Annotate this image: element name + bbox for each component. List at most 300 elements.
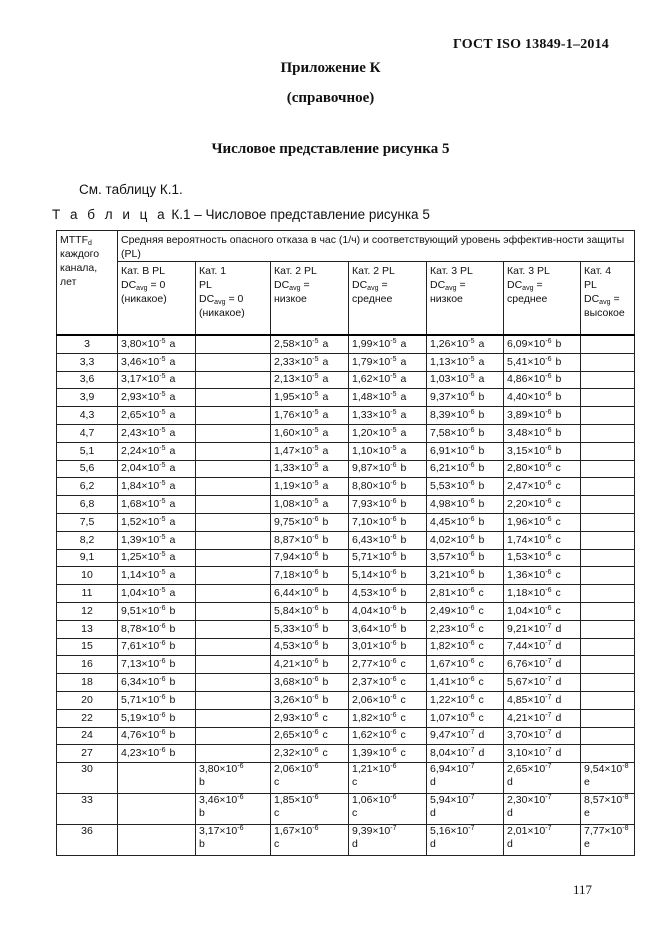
value-cell: [118, 460, 196, 478]
probability-mantissa: 1,21×10: [352, 763, 391, 776]
probability-exponent: -6: [545, 409, 552, 417]
value-cell: [118, 638, 196, 656]
value-cell: [196, 620, 271, 638]
value-cell: [581, 460, 635, 478]
page-number: 117: [573, 882, 593, 897]
value-cell: [504, 727, 581, 745]
probability-mantissa: 2,06×10: [352, 693, 391, 706]
probability-mantissa: 2,80×10: [507, 462, 546, 475]
probability-exponent: -5: [159, 337, 166, 345]
probability-exponent: -6: [390, 462, 397, 470]
probability-mantissa: 6,76×10: [507, 658, 546, 671]
pl-letter: a: [169, 337, 176, 350]
value-cell: [504, 567, 581, 585]
probability-mantissa: 7,10×10: [352, 515, 391, 528]
value-cell: [196, 674, 271, 692]
value-cell: [504, 691, 581, 709]
value-cell: [349, 531, 427, 549]
value-cell: [271, 585, 349, 603]
value-cell: [196, 335, 271, 353]
value-cell: [427, 478, 504, 496]
probability-mantissa: 1,53×10: [507, 551, 546, 564]
probability-exponent: -7: [468, 794, 475, 802]
value-cell: [427, 389, 504, 407]
probability-mantissa: 1,39×10: [121, 533, 160, 546]
probability-exponent: -7: [545, 711, 552, 719]
value-cell: [581, 567, 635, 585]
pl-letter: d: [352, 838, 358, 851]
pl-letter: b: [322, 658, 329, 671]
see-table-text: См. таблицу К.1.: [79, 182, 183, 197]
probability-mantissa: 3,17×10: [121, 373, 160, 386]
probability-mantissa: 8,57×10: [584, 794, 623, 807]
value-cell: [581, 478, 635, 496]
value-cell: [271, 460, 349, 478]
value-cell: [196, 353, 271, 371]
value-cell: [118, 763, 196, 794]
value-cell: [271, 549, 349, 567]
probability-mantissa: 5,71×10: [352, 551, 391, 564]
dc-sub: avg: [367, 285, 379, 292]
probability-mantissa: 1,67×10: [274, 825, 313, 838]
pl-letter: c: [352, 807, 358, 820]
probability-mantissa: 1,60×10: [274, 426, 313, 439]
probability-mantissa: 7,61×10: [121, 640, 160, 653]
probability-mantissa: 7,18×10: [274, 569, 313, 582]
probability-exponent: -6: [390, 794, 397, 802]
probability-exponent: -5: [159, 426, 166, 434]
value-cell: [581, 691, 635, 709]
pl-letter: c: [478, 587, 484, 600]
probability-exponent: -6: [237, 825, 244, 833]
value-cell: [196, 389, 271, 407]
pl-letter: c: [555, 551, 561, 564]
probability-mantissa: 8,78×10: [121, 622, 160, 635]
pfhd-table: [56, 230, 635, 856]
appendix-subtitle: (справочное): [286, 90, 375, 106]
pl-letter: c: [274, 838, 280, 851]
probability-mantissa: 5,41×10: [507, 355, 546, 368]
probability-mantissa: 2,65×10: [121, 409, 160, 422]
table-row: [57, 585, 635, 603]
pl-letter: c: [400, 658, 406, 671]
pl-letter: b: [322, 676, 329, 689]
probability-exponent: -6: [159, 676, 166, 684]
pl-letter: c: [478, 622, 484, 635]
value-cell: [196, 549, 271, 567]
dc-sub: avg: [599, 299, 611, 306]
probability-exponent: -5: [159, 409, 166, 417]
pl-letter: d: [555, 658, 562, 671]
probability-exponent: -6: [545, 551, 552, 559]
value-cell: [427, 513, 504, 531]
probability-mantissa: 5,94×10: [430, 794, 469, 807]
pl-letter: c: [322, 729, 328, 742]
value-cell: [581, 709, 635, 727]
table-row: [57, 478, 635, 496]
category-label: Кат. B PL: [121, 265, 165, 277]
value-cell: [504, 335, 581, 353]
probability-mantissa: 1,76×10: [274, 409, 313, 422]
table-row: [57, 442, 635, 460]
probability-exponent: -5: [468, 373, 475, 381]
category-header-3: [271, 262, 349, 336]
pl-letter: e: [584, 838, 590, 851]
value-cell: [271, 620, 349, 638]
value-cell: [349, 794, 427, 825]
pl-letter: b: [322, 515, 329, 528]
pl-letter: d: [478, 747, 485, 760]
value-cell: [118, 496, 196, 514]
probability-mantissa: 5,53×10: [430, 480, 469, 493]
value-cell: [349, 620, 427, 638]
pl-letter: a: [322, 391, 329, 404]
probability-exponent: -6: [468, 569, 475, 577]
probability-exponent: -6: [159, 622, 166, 630]
value-cell: [504, 745, 581, 763]
value-cell: [118, 620, 196, 638]
value-cell: [271, 602, 349, 620]
pl-letter: b: [478, 569, 485, 582]
pl-letter: b: [478, 498, 485, 511]
probability-exponent: -7: [545, 676, 552, 684]
probability-mantissa: 1,85×10: [274, 794, 313, 807]
dc-sub: avg: [445, 285, 457, 292]
table-row: [57, 531, 635, 549]
pl-letter: a: [169, 515, 176, 528]
pl-letter: a: [400, 373, 407, 386]
value-cell: [118, 674, 196, 692]
probability-exponent: -5: [312, 373, 319, 381]
value-cell: [196, 496, 271, 514]
probability-mantissa: 6,94×10: [430, 763, 469, 776]
probability-mantissa: 6,44×10: [274, 587, 313, 600]
probability-exponent: -6: [468, 409, 475, 417]
probability-exponent: -7: [468, 763, 475, 771]
probability-exponent: -6: [390, 569, 397, 577]
pl-letter: b: [199, 838, 205, 851]
value-cell: [349, 407, 427, 425]
probability-mantissa: 4,53×10: [274, 640, 313, 653]
probability-exponent: -6: [237, 763, 244, 771]
value-cell: [427, 638, 504, 656]
value-cell: [349, 567, 427, 585]
probability-mantissa: 1,14×10: [121, 569, 160, 582]
dc-sub: avg: [214, 299, 226, 306]
value-cell: [581, 620, 635, 638]
pl-letter: b: [169, 711, 176, 724]
probability-mantissa: 4,04×10: [352, 604, 391, 617]
pl-letter: b: [400, 569, 407, 582]
table-row: [57, 727, 635, 745]
probability-mantissa: 2,65×10: [274, 729, 313, 742]
probability-mantissa: 4,85×10: [507, 693, 546, 706]
value-cell: [118, 353, 196, 371]
probability-exponent: -5: [159, 498, 166, 506]
probability-exponent: -6: [159, 747, 166, 755]
probability-mantissa: 1,33×10: [352, 409, 391, 422]
value-cell: [349, 709, 427, 727]
value-cell: [271, 674, 349, 692]
pl-letter: b: [478, 462, 485, 475]
coverage-level: (никакое): [199, 307, 245, 319]
coverage-level: (никакое): [121, 293, 167, 305]
probability-exponent: -8: [622, 763, 629, 771]
pl-letter: c: [400, 729, 406, 742]
table-row: [57, 745, 635, 763]
probability-mantissa: 3,01×10: [352, 640, 391, 653]
value-cell: [504, 353, 581, 371]
probability-mantissa: 3,17×10: [199, 825, 238, 838]
value-cell: [271, 727, 349, 745]
mttf-cell: 6,8: [57, 496, 118, 514]
pl-letter: a: [169, 551, 176, 564]
mttf-sub: d: [88, 240, 92, 247]
value-cell: [196, 691, 271, 709]
value-cell: [504, 825, 581, 856]
value-cell: [504, 424, 581, 442]
probability-exponent: -7: [545, 794, 552, 802]
pl-letter: c: [400, 711, 406, 724]
value-cell: [504, 513, 581, 531]
pl-letter: c: [555, 480, 561, 493]
table-row: [57, 709, 635, 727]
value-cell: [427, 794, 504, 825]
dc-sub: avg: [136, 285, 148, 292]
probability-exponent: -6: [390, 693, 397, 701]
dc-value: = 0: [150, 279, 166, 291]
value-cell: [196, 825, 271, 856]
value-cell: [196, 460, 271, 478]
value-cell: [581, 602, 635, 620]
value-cell: [196, 531, 271, 549]
pl-letter: a: [322, 426, 329, 439]
value-cell: [581, 825, 635, 856]
pl-letter: c: [400, 747, 406, 760]
mttf-cell: 30: [57, 763, 118, 794]
probability-exponent: -6: [237, 794, 244, 802]
table-row: [57, 656, 635, 674]
pl-letter: a: [169, 426, 176, 439]
pl-letter: c: [478, 640, 484, 653]
value-cell: [427, 424, 504, 442]
probability-mantissa: 1,22×10: [430, 693, 469, 706]
value-cell: [581, 496, 635, 514]
probability-mantissa: 9,51×10: [121, 604, 160, 617]
table-row: [57, 794, 635, 825]
probability-exponent: -6: [468, 658, 475, 666]
value-cell: [196, 585, 271, 603]
pl-letter: c: [555, 604, 561, 617]
table-row: [57, 674, 635, 692]
pl-letter: b: [322, 587, 329, 600]
probability-mantissa: 4,23×10: [121, 747, 160, 760]
pl-letter: a: [400, 444, 407, 457]
mttf-label: MTTF: [60, 234, 88, 246]
pl-letter: b: [322, 551, 329, 564]
probability-mantissa: 1,03×10: [430, 373, 469, 386]
pl-letter: c: [400, 676, 406, 689]
value-cell: [118, 745, 196, 763]
probability-exponent: -7: [545, 763, 552, 771]
probability-mantissa: 2,13×10: [274, 373, 313, 386]
dc-value: =: [381, 279, 388, 291]
probability-mantissa: 2,04×10: [121, 462, 160, 475]
probability-exponent: -7: [545, 729, 552, 737]
category-header-5: [427, 262, 504, 336]
value-cell: [196, 745, 271, 763]
pl-letter: a: [478, 337, 485, 350]
value-cell: [427, 745, 504, 763]
table-row: [57, 460, 635, 478]
probability-mantissa: 2,06×10: [274, 763, 313, 776]
table-row: [57, 424, 635, 442]
probability-mantissa: 2,49×10: [430, 604, 469, 617]
pl-letter: c: [555, 569, 561, 582]
pl-letter: d: [555, 640, 562, 653]
pl-letter: b: [478, 391, 485, 404]
value-cell: [427, 460, 504, 478]
probability-exponent: -5: [312, 426, 319, 434]
probability-exponent: -7: [468, 729, 475, 737]
probability-mantissa: 6,34×10: [121, 676, 160, 689]
pl-letter: b: [400, 604, 407, 617]
value-cell: [581, 442, 635, 460]
probability-exponent: -7: [545, 747, 552, 755]
value-cell: [504, 709, 581, 727]
value-cell: [427, 620, 504, 638]
value-cell: [118, 389, 196, 407]
pl-letter: d: [507, 807, 513, 820]
value-cell: [581, 656, 635, 674]
value-cell: [349, 496, 427, 514]
probability-exponent: -6: [390, 676, 397, 684]
value-cell: [271, 763, 349, 794]
pl-letter: b: [478, 515, 485, 528]
probability-mantissa: 4,53×10: [352, 587, 391, 600]
mttf-cell: 3,3: [57, 353, 118, 371]
value-cell: [271, 424, 349, 442]
value-cell: [271, 353, 349, 371]
pl-letter: b: [555, 355, 562, 368]
probability-mantissa: 2,77×10: [352, 658, 391, 671]
probability-exponent: -5: [468, 355, 475, 363]
mttf-cell: 13: [57, 620, 118, 638]
value-cell: [196, 371, 271, 389]
pl-letter: d: [507, 838, 513, 851]
probability-exponent: -6: [159, 729, 166, 737]
value-cell: [196, 763, 271, 794]
probability-exponent: -6: [159, 658, 166, 666]
probability-mantissa: 8,80×10: [352, 480, 391, 493]
value-cell: [271, 638, 349, 656]
pl-label: PL: [199, 279, 212, 291]
probability-exponent: -5: [390, 391, 397, 399]
probability-exponent: -5: [312, 462, 319, 470]
probability-exponent: -5: [468, 337, 475, 345]
value-cell: [581, 424, 635, 442]
value-cell: [581, 585, 635, 603]
value-cell: [349, 478, 427, 496]
probability-mantissa: 1,41×10: [430, 676, 469, 689]
dc-sub: avg: [522, 285, 534, 292]
mttf-cell: 5,1: [57, 442, 118, 460]
probability-exponent: -5: [159, 480, 166, 488]
table-row: [57, 620, 635, 638]
coverage-level: низкое: [274, 293, 307, 305]
value-cell: [271, 513, 349, 531]
pl-letter: c: [274, 776, 280, 789]
probability-exponent: -6: [312, 711, 319, 719]
probability-mantissa: 4,98×10: [430, 498, 469, 511]
probability-mantissa: 1,06×10: [352, 794, 391, 807]
probability-exponent: -5: [159, 515, 166, 523]
probability-exponent: -6: [312, 640, 319, 648]
value-cell: [504, 602, 581, 620]
mttf-label-rest: каждого канала, лет: [60, 248, 100, 288]
dc-label: DC: [430, 279, 446, 291]
pl-letter: b: [169, 676, 176, 689]
probability-mantissa: 5,16×10: [430, 825, 469, 838]
probability-exponent: -6: [312, 658, 319, 666]
probability-mantissa: 7,44×10: [507, 640, 546, 653]
dc-sub: avg: [289, 285, 301, 292]
value-cell: [271, 407, 349, 425]
pl-letter: d: [430, 776, 436, 789]
pl-letter: a: [169, 391, 176, 404]
pl-letter: a: [169, 569, 176, 582]
coverage-level: высокое: [584, 307, 625, 319]
probability-exponent: -7: [545, 640, 552, 648]
value-cell: [504, 549, 581, 567]
table-row: [57, 602, 635, 620]
value-cell: [271, 442, 349, 460]
probability-exponent: -6: [545, 533, 552, 541]
probability-exponent: -6: [312, 747, 319, 755]
category-label: Кат. 3 PL: [430, 265, 473, 277]
value-cell: [349, 389, 427, 407]
pl-letter: c: [478, 693, 484, 706]
mttf-cell: 20: [57, 691, 118, 709]
mttf-cell: 11: [57, 585, 118, 603]
value-cell: [427, 656, 504, 674]
dc-label: DC: [507, 279, 523, 291]
value-cell: [427, 353, 504, 371]
pl-letter: a: [169, 480, 176, 493]
value-cell: [427, 567, 504, 585]
probability-exponent: -6: [312, 693, 319, 701]
probability-mantissa: 5,14×10: [352, 569, 391, 582]
category-label: Кат. 4: [584, 265, 612, 277]
pl-letter: a: [322, 409, 329, 422]
value-cell: [196, 567, 271, 585]
value-cell: [349, 602, 427, 620]
pl-letter: b: [400, 462, 407, 475]
pl-letter: c: [274, 807, 280, 820]
probability-mantissa: 1,04×10: [507, 604, 546, 617]
pl-letter: b: [322, 533, 329, 546]
pl-letter: a: [322, 498, 329, 511]
pl-letter: a: [400, 409, 407, 422]
dc-value: = 0: [228, 293, 244, 305]
probability-mantissa: 1,62×10: [352, 373, 391, 386]
pl-letter: a: [400, 355, 407, 368]
pl-letter: b: [555, 409, 562, 422]
probability-exponent: -6: [390, 515, 397, 523]
probability-exponent: -5: [390, 409, 397, 417]
probability-mantissa: 2,37×10: [352, 676, 391, 689]
table-row: [57, 496, 635, 514]
